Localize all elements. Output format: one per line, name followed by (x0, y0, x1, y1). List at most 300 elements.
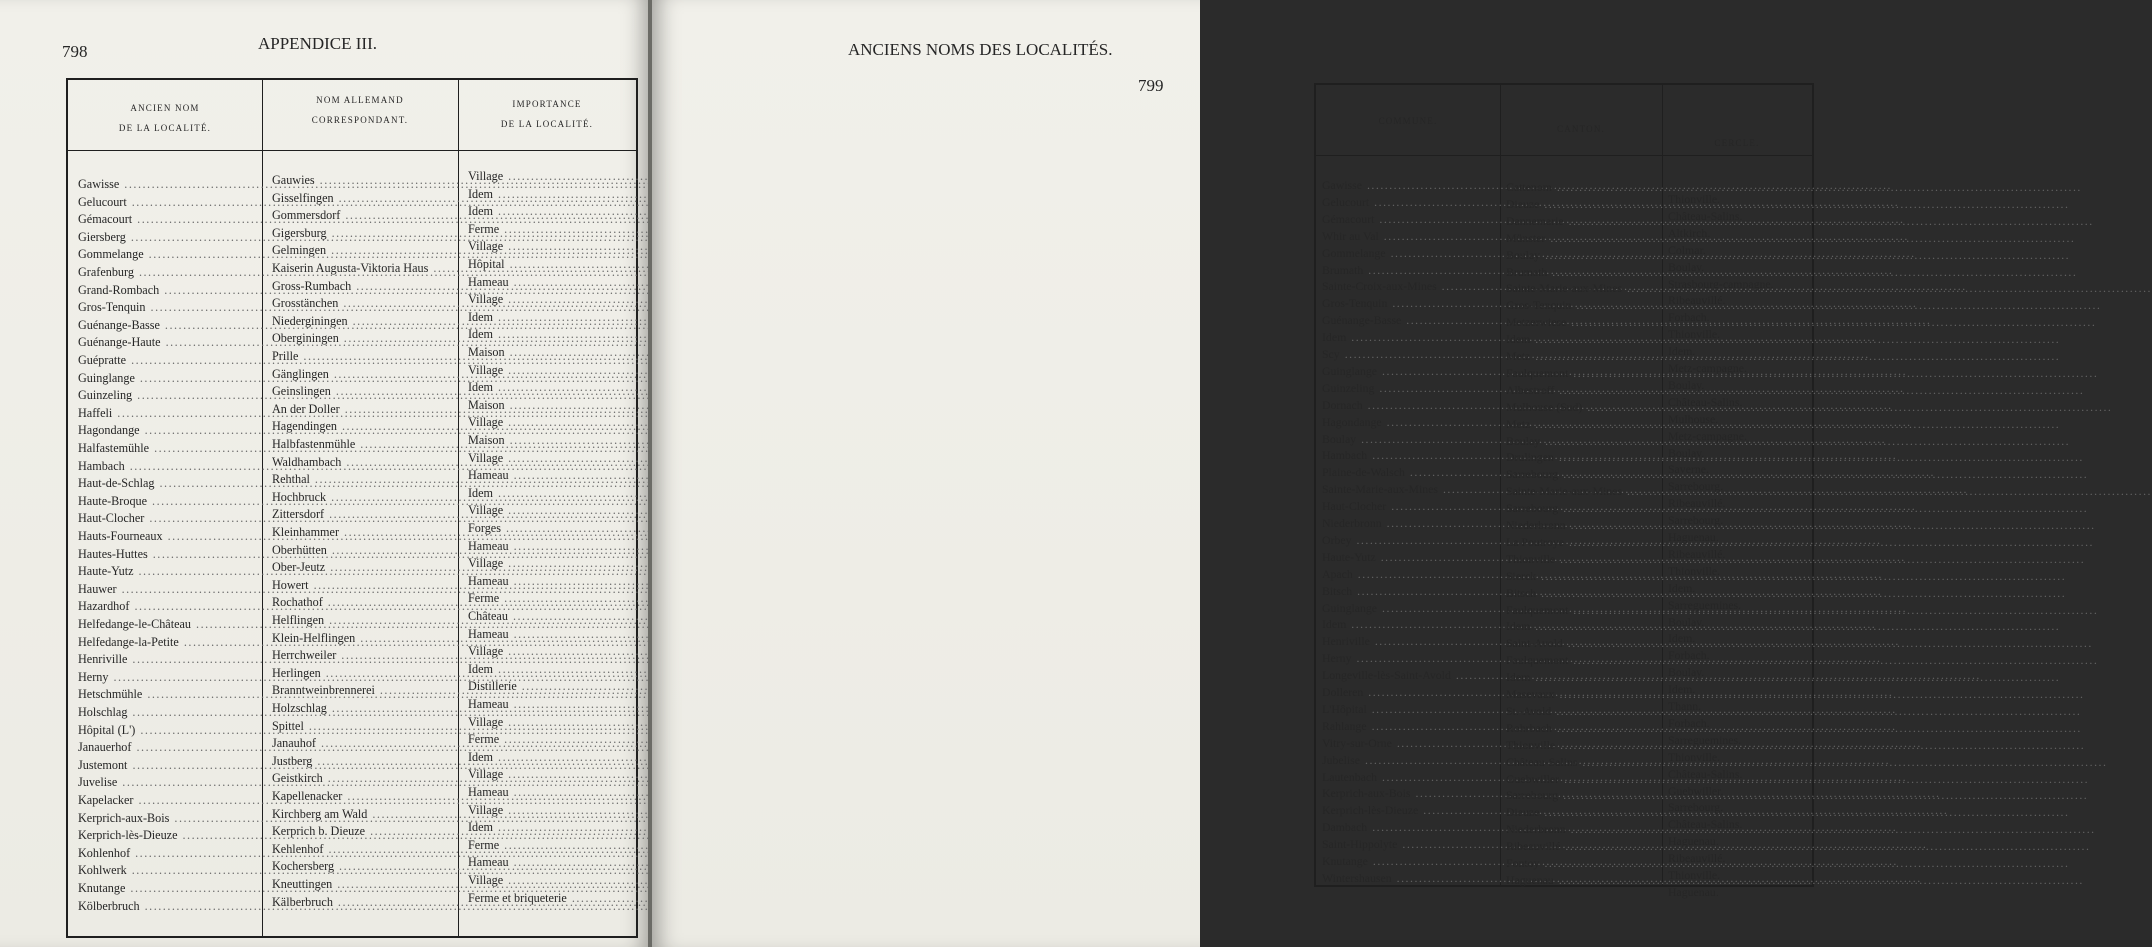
cercle-cell (1668, 867, 1808, 884)
canton-cell-text: Sainte-Marie-aux-Mines (1506, 281, 1622, 296)
nom-allemand-cell (272, 665, 454, 682)
cercle-cell-text: Château-Salins. (1668, 208, 1743, 223)
canton-cell (1506, 534, 1658, 551)
commune-cell-text: Plaine-de-Walsch (1322, 465, 1405, 480)
header-canton: CANTON. (1557, 124, 1605, 134)
ancien-nom-cell-text: Gawisse (78, 177, 120, 191)
cercle-cell-text: Thionville. (1668, 749, 1721, 764)
commune-cell-text: Haut-Clocher (1322, 499, 1387, 514)
ancien-nom-cell (78, 898, 258, 915)
importance-cell-text: Ferme et briqueterie (468, 890, 567, 905)
right-running-title: ANCIENS NOMS DES LOCALITÉS. (848, 40, 1113, 59)
ancien-nom-cell (78, 862, 258, 879)
nom-allemand-cell-text: Gross-Rumbach (272, 278, 352, 293)
nom-allemand-cell-text: Geinslingen (272, 384, 331, 399)
canton-cell-text: Niederbronn (1506, 822, 1566, 837)
importance-cell-text: Idem (468, 327, 494, 342)
importance-cell-text: Ferme (468, 591, 500, 606)
nom-allemand-cell (272, 190, 454, 207)
cercle-cell-text: Château-Salins. (1668, 766, 1743, 781)
importance-cell-text: Hameau (468, 468, 509, 483)
commune-cell (1322, 397, 1496, 414)
ancien-nom-cell (78, 616, 258, 633)
nom-allemand-cell (272, 260, 454, 277)
canton-cell-text: Fontoy (1506, 856, 1540, 870)
nom-allemand-cell-text: Prille (272, 349, 299, 363)
nom-allemand-cell-text: Howert (272, 577, 309, 592)
canton-cell-text: Idem (1506, 670, 1531, 685)
cercle-cell (1668, 766, 1808, 783)
importance-cell-text: Distillerie (468, 679, 517, 694)
cercle-cell (1668, 783, 1808, 800)
canton-cell-text: Faulquemont (1506, 602, 1569, 617)
canton-cell (1506, 551, 1658, 568)
cercle-cell-text: Forbach. (1668, 310, 1710, 325)
ancien-nom-cell-text: Guénange-Basse (78, 317, 160, 332)
importance-cell (468, 256, 628, 273)
cercle-cell-text: Guebwiller. (1668, 783, 1724, 798)
ancien-nom-cell-text: Haute-Yutz (78, 564, 134, 579)
canton-cell (1506, 433, 1658, 450)
left-page (0, 0, 650, 947)
importance-cell-text: Village (468, 644, 504, 659)
importance-cell (468, 890, 628, 907)
ancien-nom-cell (78, 229, 258, 246)
canton-cell (1506, 703, 1658, 720)
ancien-nom-cell (78, 317, 258, 334)
cercle-cell-text: Colmar. (1668, 242, 1706, 257)
canton-cell (1506, 804, 1658, 821)
nom-allemand-cell-text: Kneuttingen (272, 877, 333, 891)
nom-allemand-cell (272, 489, 454, 506)
canton-cell-text: Dieuze (1506, 196, 1540, 211)
nom-allemand-cell (272, 471, 454, 488)
ancien-nom-cell (78, 581, 258, 598)
commune-cell (1322, 380, 1496, 397)
importance-cell-text: Maison (468, 397, 505, 412)
ancien-nom-cell (78, 334, 258, 351)
ancien-nom-cell (78, 299, 258, 316)
commune-cell (1322, 532, 1496, 549)
commune-cell-text: Guénange-Basse (1322, 313, 1402, 328)
commune-cell (1322, 819, 1496, 836)
commune-cell-text: Boulay (1322, 431, 1357, 446)
ancien-nom-cell-text: Hambach (78, 458, 125, 473)
ancien-nom-cell-text: Giersberg (78, 229, 126, 244)
ancien-nom-cell-text: Herny (78, 669, 109, 684)
cercle-cell (1668, 208, 1808, 225)
commune-cell-text: Gros-Tenquin (1322, 296, 1388, 311)
header-ancien-nom (68, 98, 262, 138)
importance-cell-text: Hameau (468, 697, 509, 711)
nom-allemand-cell (272, 806, 454, 823)
cercle-cell-text: Sarreguemines. (1668, 597, 1742, 612)
nom-allemand-cell (272, 278, 454, 295)
canton-cell-text: Mulhouse (Sud) (1506, 399, 1583, 414)
cercle-cell (1668, 799, 1808, 816)
importance-cell (468, 802, 628, 819)
nom-allemand-cell (272, 242, 454, 259)
commune-cell-text: Longeville-lès-Saint-Avold (1322, 668, 1451, 683)
header-importance-line2: DE LA LOCALITÉ. (500, 119, 594, 129)
importance-cell-text: Idem (468, 380, 494, 395)
canton-cell (1506, 652, 1658, 669)
canton-cell (1506, 230, 1658, 247)
nom-allemand-cell-text: Kälberbruch (272, 894, 333, 909)
importance-cell (468, 221, 628, 238)
commune-cell (1322, 718, 1496, 735)
importance-cell (468, 274, 628, 291)
nom-allemand-cell (272, 295, 454, 312)
nom-allemand-cell-text: Waldhambach (272, 454, 342, 469)
commune-cell-text: Henriville (1322, 634, 1370, 649)
nom-allemand-cell (272, 788, 454, 805)
canton-cell (1506, 348, 1658, 365)
ancien-nom-cell (78, 845, 258, 862)
ancien-nom-cell (78, 475, 258, 492)
commune-cell (1322, 785, 1496, 802)
commune-cell-text: Idem (1322, 617, 1347, 632)
nom-allemand-cell-text: Kerprich b. Dieuze (272, 824, 366, 839)
cercle-cell (1668, 445, 1808, 462)
nom-allemand-cell (272, 876, 454, 893)
importance-cell (468, 678, 628, 695)
cercle-cell (1668, 850, 1808, 867)
nom-allemand-cell-text: Rochathof (272, 595, 323, 610)
ancien-nom-cell-text: Guinzeling (78, 388, 133, 403)
importance-cell-text: Idem (468, 485, 494, 500)
ancien-nom-cell (78, 739, 258, 756)
importance-cell (468, 432, 628, 449)
commune-cell (1322, 633, 1496, 650)
cercle-cell (1668, 428, 1808, 445)
canton-cell (1506, 179, 1658, 196)
ancien-nom-cell-text: Guénange-Haute (78, 335, 161, 350)
nom-allemand-cell-text: Geistkirch (272, 771, 323, 786)
commune-cell-text: Haute-Yutz (1322, 549, 1376, 564)
cercle-cell (1668, 833, 1808, 850)
cercle-cell (1668, 377, 1808, 394)
commune-cell (1322, 447, 1496, 464)
nom-allemand-cell (272, 612, 454, 629)
commune-cell-text: Bitsch (1322, 583, 1353, 598)
ancien-nom-cell-text: Hauts-Fourneaux (78, 529, 163, 543)
commune-cell-text: Gommelange (1322, 245, 1386, 260)
canton-cell (1506, 568, 1658, 585)
header-ancien-nom-line2: DE LA LOCALITÉ. (118, 123, 212, 133)
canton-cell-text: Saint-Avold (1506, 636, 1563, 651)
nom-allemand-cell (272, 700, 454, 717)
ancien-nom-cell-text: Grafenburg (78, 265, 134, 279)
commune-cell-text: Guinglange (1322, 600, 1378, 615)
importance-cell (468, 362, 628, 379)
canton-cell (1506, 855, 1658, 872)
commune-cell-text: Dambach (1322, 820, 1368, 835)
cercle-cell-text: Ribeauvillé. (1668, 496, 1726, 511)
cercle-cell (1668, 512, 1808, 529)
ancien-nom-cell (78, 387, 258, 404)
canton-cell (1506, 399, 1658, 416)
importance-cell (468, 450, 628, 467)
canton-cell (1506, 314, 1658, 331)
nom-allemand-cell (272, 735, 454, 752)
commune-cell (1322, 549, 1496, 566)
nom-allemand-cell (272, 682, 454, 699)
commune-cell-text: Jubelise (1322, 752, 1361, 767)
canton-cell-text: Sarrebourg (1506, 467, 1559, 482)
nom-allemand-cell-text: Grosstänchen (272, 296, 339, 311)
canton-cell (1506, 787, 1658, 804)
cercle-cell-text: Forbach. (1668, 715, 1710, 730)
cercle-cell (1668, 580, 1808, 597)
ancien-nom-cell (78, 722, 258, 739)
commune-cell-text: Apach (1322, 566, 1353, 581)
commune-cell-text: Scy (1322, 347, 1340, 361)
ancien-nom-cell-text: Gommelange (78, 247, 144, 262)
right-page (652, 0, 1774, 947)
importance-cell (468, 168, 628, 185)
nom-allemand-cell-text: Kirchberg am Wald (272, 806, 368, 821)
nom-allemand-cell-text: Holzschlag (272, 701, 327, 715)
importance-cell (468, 238, 628, 255)
ancien-nom-cell (78, 686, 258, 703)
importance-cell-text: Maison (468, 345, 505, 359)
cercle-cell-text: Idem. (1668, 682, 1696, 697)
commune-cell-text: Dornach (1322, 397, 1363, 412)
canton-cell (1506, 602, 1658, 619)
nom-allemand-cell (272, 524, 454, 541)
importance-cell-text: Village (468, 169, 504, 183)
cercle-cell-text: Thann. (1668, 699, 1702, 713)
canton-cell-text: Münster (1506, 230, 1546, 245)
ancien-nom-cell (78, 669, 258, 686)
cercle-cell-text: Boulay. (1668, 445, 1705, 460)
ancien-nom-cell-text: Hôpital (L') (78, 722, 136, 737)
cercle-cell-text: Sarrebourg. (1668, 513, 1724, 528)
nom-allemand-cell (272, 542, 454, 559)
nom-allemand-cell (272, 225, 454, 242)
commune-cell-text: Lautenbach (1322, 769, 1378, 784)
ancien-nom-cell (78, 176, 258, 193)
importance-cell (468, 626, 628, 643)
importance-cell (468, 766, 628, 783)
importance-cell-text: Village (468, 873, 504, 887)
nom-allemand-cell (272, 172, 454, 189)
commune-cell-text: Whir au Val (1322, 228, 1379, 243)
commune-cell (1322, 278, 1496, 295)
header-importance (458, 94, 636, 134)
importance-cell (468, 502, 628, 519)
importance-cell (468, 309, 628, 326)
nom-allemand-cell (272, 506, 454, 523)
nom-allemand-cell (272, 577, 454, 594)
ancien-nom-cell-text: Hagondange (78, 423, 140, 438)
canton-cell-text: Boulay (1506, 247, 1541, 262)
nom-allemand-cell-text: Helflingen (272, 613, 325, 627)
cercle-cell-text: Boulay. (1668, 665, 1705, 680)
ancien-nom-cell-text: Janauerhof (78, 740, 132, 755)
ancien-nom-cell-text: Hauwer (78, 581, 117, 596)
cercle-cell-text: Saverne. (1668, 462, 1709, 477)
commune-cell (1322, 295, 1496, 312)
cercle-cell (1668, 884, 1808, 901)
canton-cell-text: Sarrebourg (1506, 501, 1559, 516)
importance-cell (468, 819, 628, 836)
importance-cell (468, 397, 628, 414)
importance-cell (468, 186, 628, 203)
nom-allemand-cell-text: Justberg (272, 753, 313, 768)
cercle-cell (1668, 546, 1808, 563)
nom-allemand-cell (272, 401, 454, 418)
canton-cell-text: St.-Avold (1506, 703, 1552, 718)
canton-cell (1506, 517, 1658, 534)
canton-cell-text: Rohrbach (1506, 720, 1552, 735)
cercle-cell-text: Ribeauvillé. (1668, 851, 1726, 866)
importance-cell-text: Village (468, 802, 504, 817)
cercle-cell (1668, 647, 1808, 664)
nom-allemand-cell-text: Gigersburg (272, 225, 327, 240)
importance-cell-text: Village (468, 503, 504, 518)
cercle-cell (1668, 292, 1808, 309)
commune-cell (1322, 464, 1496, 481)
canton-cell-text: Niederbronn (1506, 518, 1566, 532)
ancien-nom-cell-text: Gémacourt (78, 212, 133, 227)
canton-cell (1506, 686, 1658, 703)
nom-allemand-cell-text: Niederginingen (272, 313, 348, 328)
nom-allemand-cell (272, 207, 454, 224)
importance-cell-text: Hameau (468, 785, 509, 799)
ancien-nom-cell-text: Kapelacker (78, 793, 134, 807)
importance-cell (468, 854, 628, 871)
ancien-nom-cell-text: Gros-Tenquin (78, 300, 146, 315)
commune-cell-text: Brumath (1322, 262, 1364, 277)
commune-cell (1322, 853, 1496, 870)
nom-allemand-cell-text: Zittersdorf (272, 507, 325, 522)
cercle-cell-text: Thionville. (1668, 192, 1721, 206)
cercle-cell (1668, 411, 1808, 428)
cercle-cell (1668, 259, 1808, 276)
canton-cell-text: Albestroff (1506, 382, 1555, 397)
cercle-cell (1668, 242, 1808, 259)
cercle-cell (1668, 664, 1808, 681)
cercle-cell (1668, 597, 1808, 614)
nom-allemand-cell (272, 313, 454, 330)
commune-cell (1322, 262, 1496, 279)
nom-allemand-cell (272, 858, 454, 875)
commune-cell (1322, 312, 1496, 329)
cercle-cell-text: Thionville. (1668, 563, 1721, 578)
header-nom-allemand-line1: NOM ALLEMAND (316, 95, 404, 105)
nom-allemand-cell-text: Herrchweiler (272, 648, 337, 663)
commune-cell-text: Knutange (1322, 854, 1368, 868)
ancien-nom-cell-text: Guinglange (78, 370, 135, 385)
ancien-nom-cell-text: Hetschmühle (78, 687, 143, 702)
cercle-cell-text: Idem. (1668, 580, 1696, 595)
right-page-number: 799 (1138, 76, 1164, 95)
cercle-cell (1668, 478, 1808, 495)
commune-cell (1322, 346, 1496, 363)
ancien-nom-cell-text: Haut-de-Schlag (78, 476, 155, 491)
canton-cell-text: Boulay (1506, 433, 1541, 448)
importance-cell (468, 538, 628, 555)
canton-cell (1506, 449, 1658, 466)
nom-allemand-cell-text: Hochbruck (272, 489, 327, 504)
importance-cell-text: Idem (468, 661, 494, 676)
ancien-nom-cell (78, 440, 258, 457)
importance-cell (468, 714, 628, 731)
importance-cell (468, 643, 628, 660)
cercle-cell-text: Haguenau. (1668, 834, 1719, 849)
commune-cell (1322, 329, 1496, 346)
canton-cell-text: Metz (1506, 416, 1531, 431)
commune-cell (1322, 177, 1496, 194)
commune-cell-text: Wintershausen (1322, 870, 1392, 885)
importance-cell (468, 872, 628, 889)
cercle-cell (1668, 614, 1808, 631)
cercle-cell (1668, 681, 1808, 698)
canton-cell (1506, 213, 1658, 230)
commune-cell-text: Saint-Hippolyte (1322, 837, 1398, 852)
ancien-nom-cell (78, 563, 258, 580)
canton-cell (1506, 280, 1658, 297)
nom-allemand-cell-text: Herlingen (272, 665, 321, 680)
importance-cell-text: Idem (468, 309, 494, 324)
commune-cell-text: Sainte-Croix-aux-Mines (1322, 279, 1437, 294)
commune-cell-text: Hambach (1322, 448, 1368, 463)
canton-cell-text: Brumath (1506, 264, 1548, 279)
commune-cell-text: L'Hôpital (1322, 701, 1367, 716)
nom-allemand-cell (272, 718, 454, 735)
nom-allemand-cell-text: Gänglingen (272, 366, 329, 381)
cercle-cell-text: Ribeauvillé. (1668, 546, 1726, 561)
importance-cell (468, 749, 628, 766)
nom-allemand-cell-text: Kochersberg (272, 859, 335, 874)
importance-cell-text: Idem (468, 204, 494, 219)
commune-cell (1322, 481, 1496, 498)
ancien-nom-cell-text: Hazardhof (78, 599, 130, 614)
importance-cell (468, 784, 628, 801)
importance-cell-text: Village (468, 362, 504, 377)
importance-cell-text: Hameau (468, 538, 509, 553)
importance-cell-text: Hôpital (468, 257, 505, 271)
ancien-nom-cell-text: Kölberbruch (78, 898, 140, 913)
importance-cell (468, 520, 628, 537)
ancien-nom-cell (78, 528, 258, 545)
commune-cell (1322, 735, 1496, 752)
ancien-nom-cell (78, 634, 258, 651)
cercle-cell (1668, 816, 1808, 833)
ancien-nom-cell-text: Kerprich-lès-Dieuze (78, 828, 178, 843)
nom-allemand-cell (272, 348, 454, 365)
canton-cell-text: Dannemarie (1506, 213, 1564, 228)
canton-cell-text: Faulquemont (1506, 653, 1569, 668)
cercle-cell-text: Idem. (1668, 344, 1696, 359)
ancien-nom-cell (78, 880, 258, 897)
ancien-nom-cell-text: Halfastemühle (78, 441, 150, 455)
importance-cell-text: Village (468, 556, 504, 571)
importance-cell (468, 414, 628, 431)
ancien-nom-cell-text: Guépratte (78, 353, 127, 367)
canton-cell-text: Dieuze (1506, 805, 1540, 820)
nom-allemand-cell-text: An der Doller (272, 401, 340, 416)
importance-cell (468, 467, 628, 484)
importance-cell (468, 344, 628, 361)
importance-cell-text: Château (468, 609, 508, 623)
canton-cell-text: Sarrebourg (1506, 788, 1559, 803)
canton-cell-text: Bitsch (1506, 585, 1537, 600)
canton-cell (1506, 264, 1658, 281)
commune-cell (1322, 870, 1496, 887)
